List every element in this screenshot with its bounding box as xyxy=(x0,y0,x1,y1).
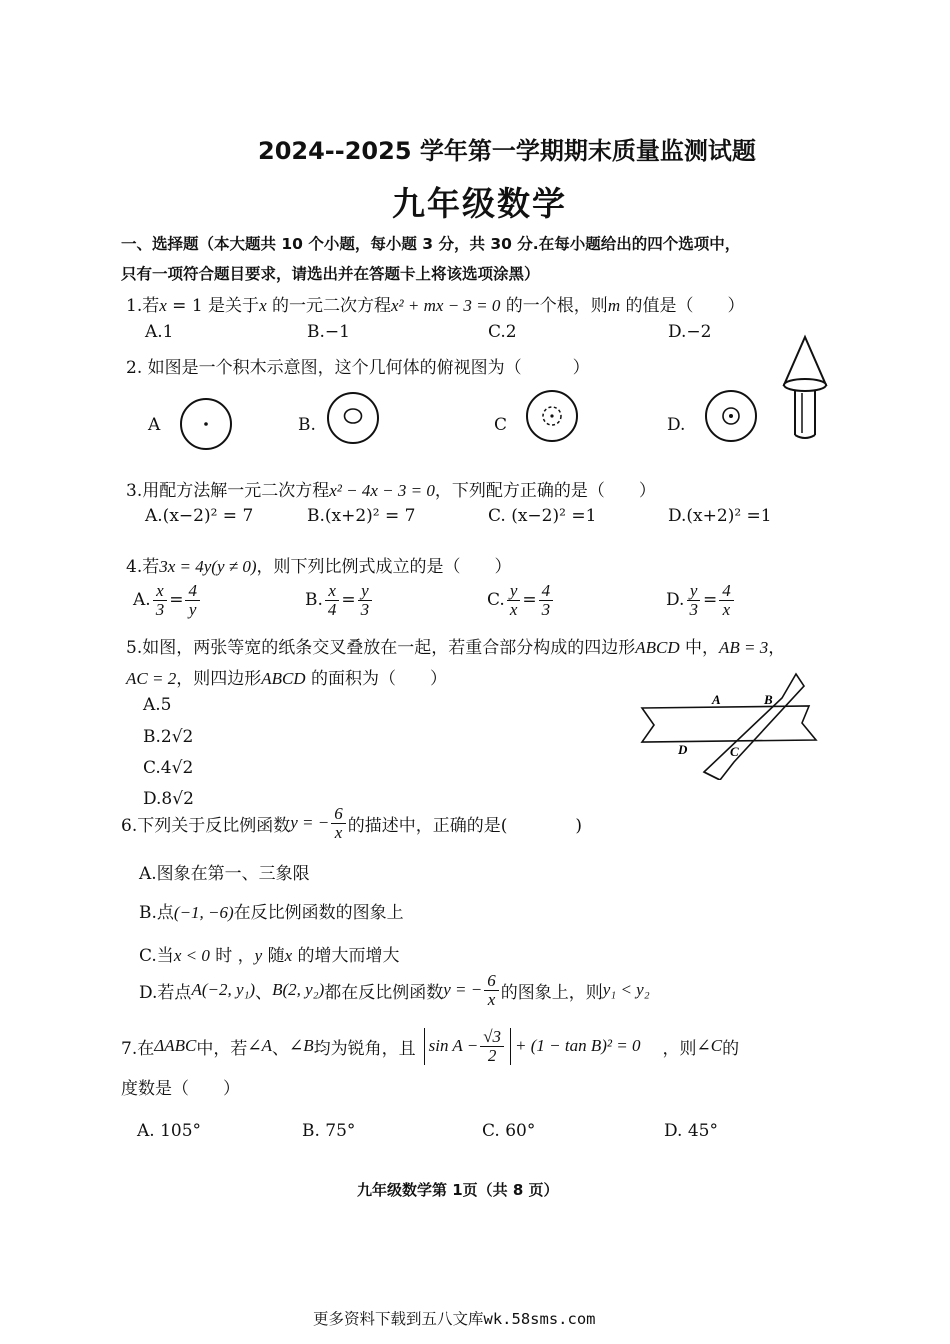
q7-text: 的 xyxy=(722,1038,740,1059)
section-heading-line2: 只有一项符合题目要求，请选出并在答题卡上将该选项涂黑） xyxy=(121,265,540,283)
q4-text: ，则下列比例式成立的是（ ） xyxy=(256,557,512,577)
q1-var-x: x xyxy=(259,296,267,315)
q6-text: 、 xyxy=(255,982,273,1003)
q1-equation: x² + mx − 3 = 0 xyxy=(391,296,501,315)
q4-fraction xyxy=(325,582,340,619)
q2-option-b-circle-ring-icon xyxy=(325,390,381,446)
numerator: y xyxy=(687,582,701,601)
q6-equation: y = − xyxy=(290,813,330,833)
block-3d-figure xyxy=(770,333,840,445)
page-footer: 九年级数学第 1页（共 8 页） xyxy=(357,1181,559,1199)
q2-option-d-label: D. xyxy=(667,415,686,435)
q4-equation: 3x = 4y(y ≠ 0) xyxy=(159,557,257,576)
q1-var-x: x xyxy=(159,296,167,315)
q4-option-label: C. xyxy=(487,590,505,611)
q5-option-a: A.5 xyxy=(143,695,172,715)
denominator: 3 xyxy=(689,599,698,619)
numerator: y xyxy=(507,582,521,601)
q4-option-label: A. xyxy=(133,590,151,611)
q6-math: x < 0 xyxy=(173,946,210,965)
denominator: 2 xyxy=(487,1045,497,1065)
q6-option-b xyxy=(139,898,404,923)
q7-fraction xyxy=(480,1028,504,1065)
denominator: x xyxy=(334,822,343,842)
q4-option-c: C. $\frac{y}{x}$ = $\frac{4}{3}$ xyxy=(487,582,555,619)
question-1 xyxy=(126,291,745,316)
q2-option-a-label: A xyxy=(148,415,161,435)
section-heading-line1: 一、选择题（本大题共 10 个小题，每小题 3 分，共 30 分.在每小题给出的四个选项中， xyxy=(121,235,741,253)
q7-math: ΔABC xyxy=(154,1036,197,1056)
q6-fraction xyxy=(331,805,346,842)
q6-option-a: A.图象在第一、三象限 xyxy=(139,864,310,884)
q6-option-d xyxy=(139,972,650,1009)
subject-title: 九年级数学 xyxy=(392,184,567,223)
q6-text: 6.下列关于反比例函数 xyxy=(121,815,291,836)
q6-text: D.若点 xyxy=(139,982,192,1003)
numerator: 4 xyxy=(719,582,734,601)
question-4 xyxy=(126,552,512,577)
denominator: 3 xyxy=(360,599,370,619)
numerator: 4 xyxy=(539,582,554,601)
q3-text: ，下列配方正确的是（ ） xyxy=(434,481,656,501)
q2-option-c-label: C xyxy=(494,415,508,435)
q5-text: ， xyxy=(768,638,786,658)
q4-option-a: A. $\frac{x}{3}$ = $\frac{4}{y}$ xyxy=(133,582,202,619)
q4-option-d: D. $\frac{y}{3}$ = $\frac{4}{x}$ xyxy=(666,582,736,619)
numerator: 6 xyxy=(484,972,499,991)
q4-fraction xyxy=(185,582,200,619)
q5-option-c: C.4√2 xyxy=(143,758,194,778)
q6-text: 的图象上，则 xyxy=(500,982,603,1003)
q5-option-d: D.8√2 xyxy=(143,789,194,809)
denominator: 3 xyxy=(155,599,165,619)
q5-var: ABCD xyxy=(635,638,680,657)
numerator: x xyxy=(153,582,167,601)
numerator: 6 xyxy=(331,805,346,824)
q3-option-b: B.(x+2)² = 7 xyxy=(307,506,416,526)
q6-math: y₁ < y₂ xyxy=(602,980,650,1000)
q7-text: 、 xyxy=(271,1038,289,1059)
q7-text: 中，若 xyxy=(196,1038,248,1059)
q7-math: + (1 − tan B)² = 0 xyxy=(515,1036,641,1056)
denominator: y xyxy=(188,599,197,619)
q5-option-b: B.2√2 xyxy=(143,727,194,747)
watermark-link[interactable]: 更多资料下载到五八文库wk.58sms.com xyxy=(313,1310,596,1328)
q1-option-a: A.1 xyxy=(145,322,174,342)
denominator: x xyxy=(487,989,496,1009)
q5-var: AB = 3 xyxy=(719,638,769,657)
question-7 xyxy=(121,1028,739,1065)
q3-option-c: C. (x−2)² =1 xyxy=(488,506,597,526)
question-6 xyxy=(121,805,582,842)
q2-option-c-circle-dashed-icon xyxy=(524,388,580,444)
q6-text: 都在反比例函数 xyxy=(324,982,444,1003)
q4-option-b: B. $\frac{x}{4}$ = $\frac{y}{3}$ xyxy=(305,582,374,619)
q1-option-d: D.−2 xyxy=(668,322,712,342)
q6-math: y xyxy=(254,946,263,965)
q7-math: ∠B xyxy=(288,1036,314,1056)
q5-var: ABCD xyxy=(261,669,306,688)
point-label-d: D xyxy=(678,742,688,757)
numerator: √3 xyxy=(480,1028,504,1047)
q6-text: 的描述中，正确的是( ) xyxy=(347,815,582,836)
q5-var: AC = 2 xyxy=(126,669,177,688)
q1-text: 的值是（ ） xyxy=(620,296,745,316)
question-5-line1 xyxy=(126,633,785,658)
exam-title: 2024--2025 学年第一学期期末质量监测试题 xyxy=(258,137,756,165)
q7-text: ，则 xyxy=(662,1038,697,1059)
q3-option-a: A.(x−2)² = 7 xyxy=(145,506,254,526)
q2-option-b-label: B. xyxy=(298,415,316,435)
q5-text: 中， xyxy=(679,638,720,658)
question-5-line2 xyxy=(126,664,447,689)
denominator: 4 xyxy=(327,599,337,619)
q1-text: 的一元二次方程 xyxy=(266,296,392,316)
q5-text: 5.如图，两张等宽的纸条交叉叠放在一起，若重合部分构成的四边形 xyxy=(126,638,636,658)
q6-point: (−1, −6) xyxy=(173,903,234,922)
q7-text: 7.在 xyxy=(121,1038,155,1059)
q3-text: 3.用配方法解一元二次方程 xyxy=(126,481,330,501)
q5-text: ，则四边形 xyxy=(176,669,262,689)
q7-math: ∠A xyxy=(247,1036,272,1056)
q6-text: 在反比例函数的图象上 xyxy=(233,903,404,923)
q6-option-c xyxy=(139,941,400,966)
q7-absolute-value xyxy=(424,1028,511,1065)
q6-math: y = − xyxy=(443,980,483,1000)
point-label-b: B xyxy=(764,692,773,707)
q7-math: sin A − xyxy=(428,1036,479,1056)
q1-text: 的一个根，则 xyxy=(500,296,608,316)
q6-text: 的增大而增大 xyxy=(292,946,400,966)
q4-fraction xyxy=(686,582,701,619)
q4-text: 4.若 xyxy=(126,557,160,577)
q6-text: C.当 xyxy=(139,946,174,966)
q1-text: = 1 是关于 xyxy=(166,296,260,316)
numerator: 4 xyxy=(185,582,200,601)
q1-option-c: C.2 xyxy=(488,322,517,342)
denominator: x xyxy=(509,599,518,619)
q4-fraction xyxy=(153,582,168,619)
q6-fraction xyxy=(484,972,499,1009)
q3-option-d: D.(x+2)² =1 xyxy=(668,506,772,526)
q4-option-label: D. xyxy=(666,590,685,611)
point-label-c: C xyxy=(730,744,739,759)
q1-text: 1.若 xyxy=(126,296,160,316)
q4-fraction xyxy=(539,582,554,619)
question-7-line2: 度数是（ ） xyxy=(121,1079,240,1099)
numerator: y xyxy=(358,582,372,601)
q2-option-d-circle-inner-icon xyxy=(703,388,759,444)
q7-option-b: B. 75° xyxy=(302,1121,356,1141)
numerator: x xyxy=(325,582,339,601)
denominator: x xyxy=(722,599,731,619)
q6-math: B(2, y₂) xyxy=(272,980,325,1000)
q4-fraction xyxy=(719,582,734,619)
q4-option-label: B. xyxy=(305,590,323,611)
q7-option-c: C. 60° xyxy=(482,1121,536,1141)
q6-text: 随 xyxy=(262,946,285,966)
q6-math: A(−2, y₁) xyxy=(191,980,256,1000)
q4-fraction xyxy=(358,582,373,619)
q2-option-a-circle-dot-icon xyxy=(178,396,234,452)
q7-math: ∠C xyxy=(696,1036,723,1056)
q6-math: x xyxy=(284,946,293,965)
crossed-strips-figure xyxy=(634,668,824,780)
question-2: 2. 如图是一个积木示意图，这个几何体的俯视图为（ ） xyxy=(126,358,590,378)
q6-text: 时 ， xyxy=(209,946,255,966)
point-label-a: A xyxy=(712,692,721,707)
denominator: 3 xyxy=(541,599,551,619)
q7-option-d: D. 45° xyxy=(664,1121,718,1141)
q3-equation: x² − 4x − 3 = 0 xyxy=(329,481,435,500)
q7-text: 均为锐角，且 xyxy=(313,1038,416,1059)
q5-text: 的面积为（ ） xyxy=(305,669,447,689)
q7-option-a: A. 105° xyxy=(137,1121,202,1141)
question-3 xyxy=(126,476,656,501)
q1-var-m: m xyxy=(607,296,621,315)
q1-option-b: B.−1 xyxy=(307,322,350,342)
q6-text: B.点 xyxy=(139,903,174,923)
q4-fraction xyxy=(507,582,521,619)
